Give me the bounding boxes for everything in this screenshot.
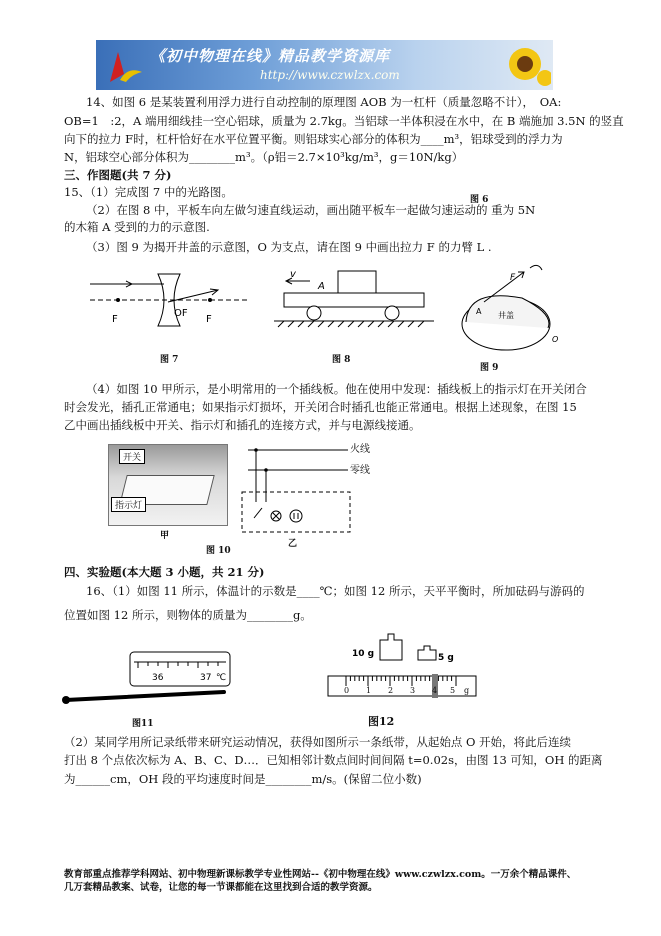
logo-icon [104,44,148,86]
q15-4c: 乙中画出插线板中开关、指示灯和插孔的连接方式，并与电源线接通。 [64,418,421,432]
fig8-v: v [290,269,296,280]
q14-line4: N，铝球空心部分体积为________m³。（ρ铝＝2.7×10³kg/m³，g＝10N/kg） [64,150,464,164]
tick-2: 2 [388,686,394,695]
scale-unit: g [464,686,470,695]
fig10-jia-photo [108,444,228,526]
fig8-caption: 图 8 [332,355,351,365]
fig9-lid: 井盖 [498,311,514,320]
switch-label: 开关 [119,449,145,464]
q16-2a: （2）某同学用所记录纸带来研究运动情况，获得如图所示一条纸带，从起始点 O 开始，将此后连续 [64,735,572,749]
q14-line2: OB=1 :2，A 端用细线挂一空心铝球，质量为 2.7kg。当铝球一半体积浸在水中，在 B 端施加 3.5N 的竖直 [64,114,624,128]
cart-body [284,293,424,307]
section3-title: 三、作图题(共 7 分) [64,168,172,182]
q15-4a: （4）如图 10 甲所示，是小明常用的一个插线板。他在使用中发现：插线板上的指示灯在开关闭合 [86,382,587,396]
fig8-cart-diagram [274,265,444,340]
t37: 37 [200,673,212,683]
neutral-label: 零线 [350,465,370,476]
q14-line1: 14、如图 6 是某装置利用浮力进行自动控制的原理图 AOB 为一杠杆（质量忽略不计）， OA: [86,95,562,109]
tick-1: 1 [366,686,372,695]
q15-2b: 的木箱 A 受到的力的示意图. [64,220,210,234]
fig6-label: 图 6 [470,195,489,205]
live-label: 火线 [350,444,370,455]
fig7-lens-diagram [90,268,250,338]
hand-icon [530,265,542,270]
socket-symbol [290,510,302,522]
tick-4: 4 [432,686,438,695]
t36: 36 [152,673,164,683]
footer-line2: 几万套精品教案、试卷，让您的每一节课都能在这里找到合适的教学资源。 [64,882,378,893]
w10-label: 10 g [352,649,375,659]
switch-symbol [254,508,262,518]
q15-1: 15、（1）完成图 7 中的光路图。 [64,185,233,199]
fig9-a: A [476,307,482,316]
tick-0: 0 [344,686,350,695]
q15-2a: （2）在图 8 中，平板车向左做匀速直线运动，画出随平板车一起做匀速运动的 重为 5N [86,203,536,217]
fig8-a: A [318,281,325,292]
temp-unit: ℃ [216,673,227,683]
section4-title: 四、实验题(本大题 3 小题，共 21 分) [64,565,265,579]
weight-10g-icon [380,634,402,660]
w5-label: 5 g [438,653,454,663]
q16-2c: 为______cm，OH 段的平均速度时间是________m/s。(保留二位小数) [64,772,422,786]
q14-line3: 向下的拉力 F时，杠杆恰好在水平位置平衡。则铝球实心部分的体积为____m³，铝球受到的浮力为 [64,132,563,146]
fig11-thermometer [60,648,234,714]
fig9-manhole-diagram [458,258,570,358]
q15-3: （3）图 9 为揭开井盖的示意图，O 为支点，请在图 9 中画出拉力 F 的力臂 L . [86,240,492,254]
fig7-of: OF [174,308,188,319]
fig10-yi: 乙 [288,539,298,549]
banner-title: 《初中物理在线》精品教学资源库 [150,47,391,65]
q15-4b: 时会发光，插孔正常通电；如果指示灯损坏，开关闭合时插孔也能正常通电。根据上述现象，在图 15 [64,400,577,414]
fig10-yi-circuit [236,440,366,536]
fig10-caption: 图 10 [206,546,231,556]
fig7-caption: 图 7 [160,355,179,365]
tick-5: 5 [450,686,456,695]
box-a [338,271,376,293]
fig10-jia: 甲 [160,531,170,541]
fig11-caption: 图11 [132,719,154,729]
weight-5g-icon [418,646,436,660]
fig9-f: F [510,273,516,283]
banner-url[interactable]: http://www.czwlzx.com [260,68,400,82]
thermometer-tube [66,692,224,700]
fig9-caption: 图 9 [480,363,499,373]
fig9-o: O [552,335,559,344]
footer-line1: 教育部重点推荐学科网站、初中物理新课标教学专业性网站--《初中物理在线》www.czwlzx.com。一万余个精品课件、 [64,869,577,880]
q16-1b: 位置如图 12 所示，则物体的质量为________g。 [64,608,312,622]
fig12-caption: 图12 [368,715,395,728]
tick-3: 3 [410,686,416,695]
fig7-f-right: F [206,314,212,325]
sunflower-icon [501,42,551,88]
q16-1a: 16、（1）如图 11 所示，体温计的示数是____℃；如图 12 所示，天平平衡时，所加砝码与游码的 [86,584,585,598]
lamp-label: 指示灯 [111,497,146,512]
q16-2b: 打出 8 个点依次标为 A、B、C、D…．已知相邻计数点间时间间隔 t=0.02s，由图 13 可知，OH 的距离 [64,753,603,767]
fig7-f-left: F [112,314,118,325]
